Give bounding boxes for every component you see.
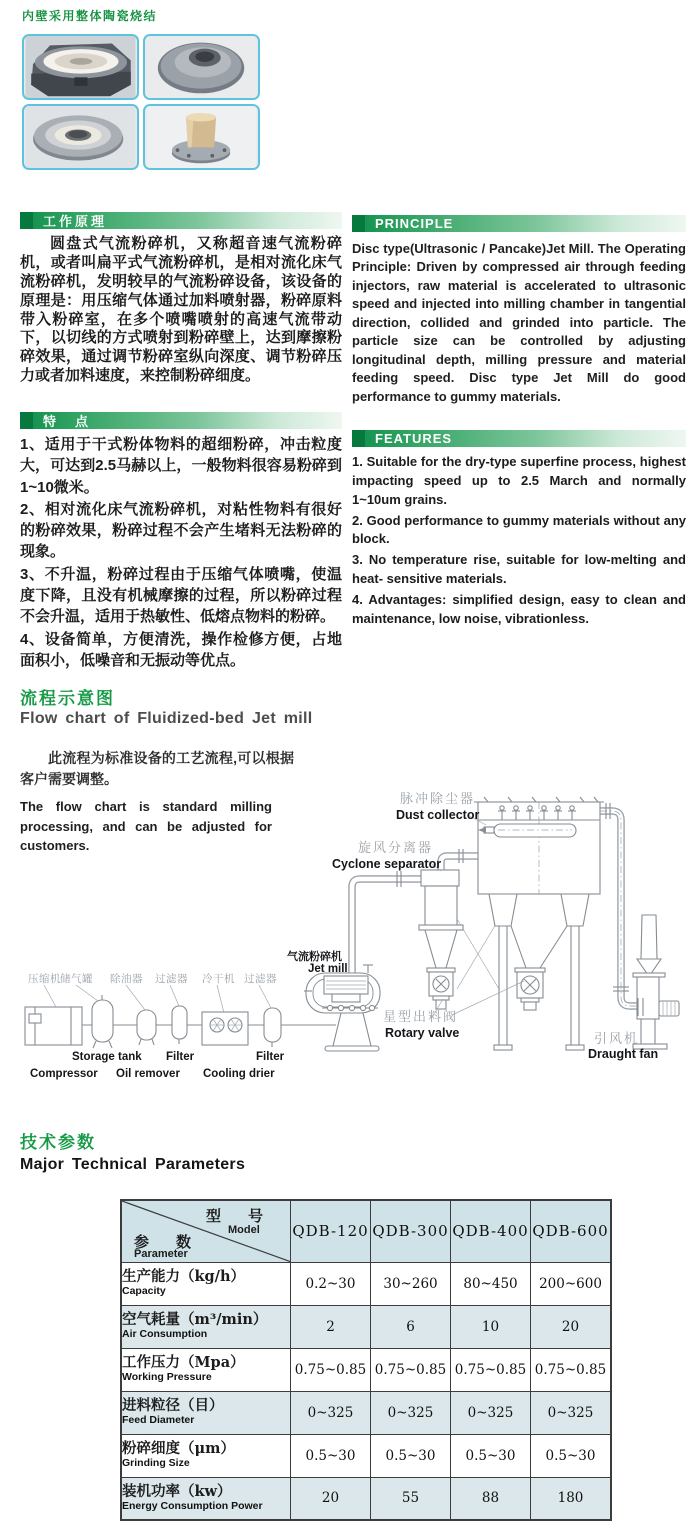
dust-collector-label-en: Dust collector bbox=[396, 808, 480, 822]
photo-housing-drawing bbox=[24, 36, 137, 98]
table-row-installed-power bbox=[121, 1477, 611, 1520]
section-bar-principle-en bbox=[352, 215, 686, 232]
jet-mill-drawing bbox=[304, 965, 380, 1051]
model-header: QDB-120 bbox=[291, 1200, 371, 1262]
model-header: QDB-400 bbox=[451, 1200, 531, 1262]
table-row-feed-diameter bbox=[121, 1391, 611, 1434]
principle-en-text: Disc type(Ultrasonic / Pancake)Jet Mill. The Operating Principle: Driven by compressed air through feeding injectors, raw material is accelerated to ultrasonic speed and injected into milling chamber in tangential direction, collided and grinded into particle. The particle size can be controlled by adjusting longitudinal depth, milling pressure and material feeding speed. Disc type Jet Mill do good performance to gummy materials. bbox=[352, 241, 686, 404]
parameters-table bbox=[120, 1199, 612, 1521]
cyclone-label-en: Cyclone separator bbox=[332, 857, 442, 871]
cooling-drier-label-en: Cooling drier bbox=[203, 1068, 275, 1080]
section-bar-features-cn bbox=[20, 412, 342, 429]
features-en-item: 4. Advantages: simplified design, easy to clean and maintenance, low noise, vibrationless. bbox=[352, 591, 686, 626]
oil-remover-drawing bbox=[137, 1010, 156, 1045]
table-row-air-consumption bbox=[121, 1305, 611, 1348]
params-title-cn: 技术参数 bbox=[20, 1133, 96, 1152]
param-value: 10 bbox=[451, 1305, 531, 1348]
row-label-en: Feed Diameter bbox=[122, 1414, 195, 1427]
row-label bbox=[121, 1262, 291, 1305]
features-en-item: 3. No temperature rise, suitable for low-melting and heat- sensitive materials. bbox=[352, 552, 686, 587]
rotary-valve-label-cn: 星型出料阀 bbox=[383, 1010, 459, 1025]
filter2-drawing bbox=[264, 1008, 281, 1047]
page-title: 内壁采用整体陶瓷烧结 bbox=[22, 9, 158, 23]
param-value: 0.5~30 bbox=[531, 1434, 612, 1477]
param-value: 20 bbox=[531, 1305, 612, 1348]
row-label-en: Grinding Size bbox=[122, 1457, 190, 1470]
section-bar-principle-cn bbox=[20, 212, 342, 229]
row-label-cn: 生产能力（kg/h） bbox=[122, 1268, 246, 1286]
param-value: 6 bbox=[371, 1305, 451, 1348]
row-label-en: Air Consumption bbox=[122, 1328, 208, 1341]
table-header-row bbox=[121, 1200, 611, 1262]
flowchart-title-cn: 流程示意图 bbox=[20, 689, 115, 708]
param-value: 20 bbox=[291, 1477, 371, 1520]
oil-remover-label-cn: 除油器 bbox=[110, 973, 143, 985]
photo-cone-disc-drawing bbox=[145, 36, 258, 98]
row-label-en: Energy Consumption Power bbox=[122, 1499, 263, 1512]
param-value: 0~325 bbox=[291, 1391, 371, 1434]
table-row-working-pressure bbox=[121, 1348, 611, 1391]
section-bar-features-en bbox=[352, 430, 686, 447]
row-label-en: Capacity bbox=[122, 1285, 166, 1298]
section-bar-features-cn-label: 特 点 bbox=[43, 414, 92, 429]
features-en-item: 1. Suitable for the dry-type superfine process, highest impacting speed up to 2.5 March and normally 1~10um grains. bbox=[352, 454, 686, 507]
product-photo-housing bbox=[22, 34, 139, 100]
row-label bbox=[121, 1477, 291, 1520]
features-cn-item: 3、不升温，粉碎过程由于压缩气体喷嘴，使温度下降，且没有机械摩擦的过程，所以粉碎过程不会升温，适用于热敏性、低熔点物料的粉碎。 bbox=[20, 565, 342, 626]
flowchart-note-cn: 此流程为标准设备的工艺流程,可以根据客户需要调整。 bbox=[20, 750, 294, 787]
dust-collector-label-cn: 脉冲除尘器 bbox=[400, 792, 476, 807]
product-photo-cone-disc bbox=[143, 34, 260, 100]
table-row-grinding-size bbox=[121, 1434, 611, 1477]
model-header: QDB-300 bbox=[371, 1200, 451, 1262]
param-value: 0.5~30 bbox=[451, 1434, 531, 1477]
row-label bbox=[121, 1305, 291, 1348]
features-en-list bbox=[352, 453, 686, 631]
photo-flat-disc-drawing bbox=[24, 106, 137, 168]
draught-fan-label-cn: 引风机 bbox=[594, 1032, 640, 1047]
corner-param-en: Parameter bbox=[134, 1248, 188, 1260]
filter1-label-cn: 过滤器 bbox=[155, 973, 188, 985]
params-title-en: Major Technical Parameters bbox=[20, 1156, 246, 1173]
flow-diagram bbox=[0, 767, 700, 1112]
draught-fan-drawing bbox=[633, 915, 679, 1049]
jet-mill-label-en: Jet mill bbox=[308, 963, 348, 975]
param-value: 0.2~30 bbox=[291, 1262, 371, 1305]
filter2-label-en: Filter bbox=[256, 1051, 285, 1063]
flowchart-title-en: Flow chart of Fluidized-bed Jet mill bbox=[20, 710, 313, 727]
principle-cn-text: 圆盘式气流粉碎机，又称超音速气流粉碎机，或者叫扁平式气流粉碎机，是相对流化床气流粉碎机，发明较早的气流粉碎设备，该设备的原理是：用压缩气体通过加料喷射器，粉碎原料带入粉碎室，在多个喷嘴喷射的高速气流带动下，以切线的方式喷射到粉碎壁上，达到摩擦粉碎效果，通过调节粉碎室纵向深度、调节粉碎压力或者加料速度，来控制粉碎细度。 bbox=[20, 235, 342, 385]
dust-collector-drawing bbox=[474, 797, 604, 1050]
features-en-item: 2. Good performance to gummy materials without any block. bbox=[352, 512, 686, 547]
row-label bbox=[121, 1434, 291, 1477]
storage-tank-drawing bbox=[92, 995, 113, 1048]
storage-tank-label-cn: 储气罐 bbox=[60, 973, 93, 985]
product-photo-ceramic-cylinder bbox=[143, 104, 260, 170]
compressor-label-en: Compressor bbox=[30, 1068, 98, 1080]
param-value: 0.5~30 bbox=[371, 1434, 451, 1477]
filter1-drawing bbox=[172, 1006, 187, 1044]
row-label-cn: 工作压力（Mpa） bbox=[122, 1354, 245, 1372]
features-cn-item: 4、设备简单，方便清洗，操作检修方便，占地面积小，低噪音和无振动等优点。 bbox=[20, 630, 342, 669]
corner-model-en: Model bbox=[228, 1224, 260, 1236]
compressor-label-cn: 压缩机 bbox=[28, 973, 61, 985]
model-header: QDB-600 bbox=[531, 1200, 612, 1262]
oil-remover-label-en: Oil remover bbox=[116, 1068, 180, 1080]
section-bar-principle-cn-label: 工作原理 bbox=[43, 214, 108, 229]
product-photo-flat-disc bbox=[22, 104, 139, 170]
row-label-cn: 空气耗量（m³/min） bbox=[122, 1311, 268, 1329]
param-value: 180 bbox=[531, 1477, 612, 1520]
param-value: 80~450 bbox=[451, 1262, 531, 1305]
section-bar-principle-en-label: PRINCIPLE bbox=[375, 216, 454, 231]
storage-tank-label-en: Storage tank bbox=[72, 1051, 142, 1063]
section-bar-features-en-label: FEATURES bbox=[375, 431, 453, 446]
flowchart-note-en: The flow chart is standard milling processing, and can be adjusted for customers. bbox=[20, 799, 272, 853]
param-value: 0.5~30 bbox=[291, 1434, 371, 1477]
row-label-cn: 进料粒径（目） bbox=[122, 1397, 224, 1415]
param-value: 0.75~0.85 bbox=[291, 1348, 371, 1391]
row-label bbox=[121, 1391, 291, 1434]
param-value: 0~325 bbox=[371, 1391, 451, 1434]
param-value: 0.75~0.85 bbox=[531, 1348, 612, 1391]
filter1-label-en: Filter bbox=[166, 1051, 195, 1063]
cooling-drier-label-cn: 冷干机 bbox=[202, 973, 235, 985]
rotary-valve-2-drawing bbox=[515, 968, 545, 1010]
corner-model-cn: 型 号 bbox=[206, 1207, 270, 1225]
row-label-cn: 粉碎细度（μm） bbox=[122, 1440, 235, 1458]
table-row-capacity bbox=[121, 1262, 611, 1305]
cyclone-separator-drawing bbox=[419, 870, 463, 1009]
param-value: 2 bbox=[291, 1305, 371, 1348]
table-corner-cell bbox=[121, 1200, 291, 1262]
cyclone-label-cn: 旋风分离器 bbox=[358, 841, 434, 856]
photo-ceramic-cylinder-drawing bbox=[145, 106, 258, 168]
features-cn-item: 2、相对流化床气流粉碎机，对粘性物料有很好的粉碎效果，粉碎过程不会产生堵料无法粉碎的现象。 bbox=[20, 500, 342, 561]
param-value: 0~325 bbox=[531, 1391, 612, 1434]
filter2-label-cn: 过滤器 bbox=[244, 973, 277, 985]
cooling-drier-drawing bbox=[202, 1012, 248, 1045]
features-cn-list bbox=[20, 434, 342, 672]
param-value: 0~325 bbox=[451, 1391, 531, 1434]
compressor-drawing bbox=[25, 1007, 82, 1045]
param-value: 0.75~0.85 bbox=[451, 1348, 531, 1391]
corner-param-cn: 参 数 bbox=[134, 1233, 198, 1251]
row-label bbox=[121, 1348, 291, 1391]
rotary-valve-label-en: Rotary valve bbox=[385, 1026, 460, 1040]
draught-fan-label-en: Draught fan bbox=[588, 1047, 659, 1061]
product-photo-grid bbox=[22, 34, 262, 170]
param-value: 0.75~0.85 bbox=[371, 1348, 451, 1391]
jet-mill-label-cn: 气流粉碎机 bbox=[287, 951, 342, 963]
param-value: 30~260 bbox=[371, 1262, 451, 1305]
param-value: 200~600 bbox=[531, 1262, 612, 1305]
features-cn-item: 1、适用于干式粉体物料的超细粉碎，冲击粒度大，可达到2.5马赫以上，一般物料很容易粉碎到1~10微米。 bbox=[20, 436, 342, 496]
param-value: 88 bbox=[451, 1477, 531, 1520]
row-label-cn: 装机功率（kw） bbox=[122, 1483, 232, 1501]
param-value: 55 bbox=[371, 1477, 451, 1520]
row-label-en: Working Pressure bbox=[122, 1371, 212, 1384]
